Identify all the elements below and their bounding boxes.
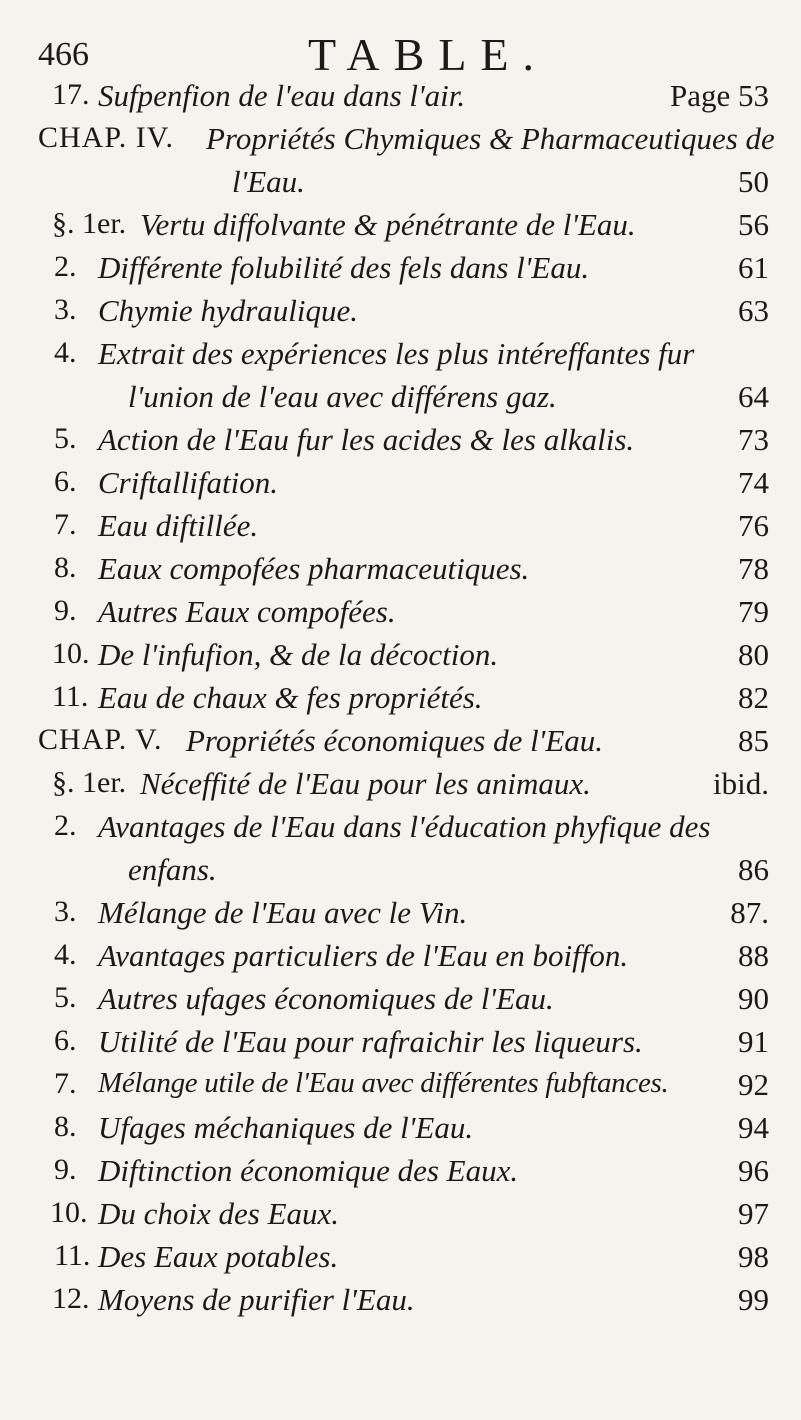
entry-title: Sufpenfion de l'eau dans l'air. [98, 78, 466, 113]
entry-number: 11. [52, 680, 89, 713]
entry-page: 64 [738, 379, 769, 414]
toc-entry [0, 938, 801, 984]
entry-title: Chymie hydraulique. [98, 293, 359, 328]
entry-title: Eau diftillée. [98, 508, 259, 543]
entry-title: Utilité de l'Eau pour rafraichir les liqueurs. [98, 1024, 643, 1059]
entry-number: 12. [52, 1282, 90, 1315]
entry-page: 74 [738, 465, 769, 500]
entry-number: 7. [54, 508, 77, 541]
toc-entry-continuation [0, 852, 801, 898]
entry-number: 5. [54, 422, 77, 455]
entry-page: 96 [738, 1153, 769, 1188]
page-header [38, 22, 778, 82]
toc-entry [0, 1110, 801, 1156]
entry-title: Propriétés Chymiques & Pharmaceutiques de [206, 121, 775, 156]
toc-entry [0, 336, 801, 382]
entry-page: 78 [738, 551, 769, 586]
entry-title: Extrait des expériences les plus intéreffantes fur [98, 336, 695, 371]
toc-entry [0, 594, 801, 640]
chapter-label: CHAP. IV. [38, 121, 174, 154]
entry-page: 79 [738, 594, 769, 629]
toc-entry [0, 1282, 801, 1328]
entry-title: Avantages particuliers de l'Eau en boiffon. [98, 938, 629, 973]
entry-page: 92 [738, 1067, 769, 1102]
entry-page: Page 53 [669, 78, 769, 113]
chapter-heading [0, 121, 801, 167]
entry-page: 76 [738, 508, 769, 543]
entry-number: 9. [54, 594, 77, 627]
entry-title: Autres Eaux compofées. [98, 594, 396, 629]
entry-page: 85 [738, 723, 769, 758]
toc-entry [0, 1153, 801, 1199]
entry-number: 8. [54, 1110, 77, 1143]
toc-entry [0, 422, 801, 468]
page-number: 466 [38, 36, 89, 73]
toc-entry [0, 207, 801, 253]
entry-title: Criftallifation. [98, 465, 279, 500]
entry-number: 4. [54, 938, 77, 971]
entry-title: Action de l'Eau fur les acides & les alkalis. [98, 422, 635, 457]
entry-number: §. 1er. [52, 207, 127, 240]
entry-number: 4. [54, 336, 77, 369]
entry-page: 86 [738, 852, 769, 887]
entry-title: Diftinction économique des Eaux. [98, 1153, 519, 1188]
toc-entry [0, 551, 801, 597]
entry-title: Autres ufages économiques de l'Eau. [98, 981, 554, 1016]
entry-page: 63 [738, 293, 769, 328]
entry-page: 88 [738, 938, 769, 973]
entry-page: 91 [738, 1024, 769, 1059]
entry-page: 56 [738, 207, 769, 242]
toc-entry [0, 809, 801, 855]
entry-number: 17. [52, 78, 90, 111]
entry-page: 80 [738, 637, 769, 672]
toc-entry [0, 1239, 801, 1285]
entry-title: Ufages méchaniques de l'Eau. [98, 1110, 474, 1145]
entry-page: 90 [738, 981, 769, 1016]
toc-entry [0, 78, 801, 124]
entry-title: Mélange utile de l'Eau avec différentes fubftances. [98, 1067, 669, 1099]
toc-entry [0, 508, 801, 554]
entry-title-continuation: enfans. [128, 852, 217, 887]
entry-title: Différente folubilité des fels dans l'Eau. [98, 250, 590, 285]
toc-entry [0, 766, 801, 812]
entry-number: 2. [54, 809, 77, 842]
toc-entry [0, 895, 801, 941]
chapter-heading-continuation [0, 164, 801, 210]
toc-entry [0, 293, 801, 339]
chapter-label: CHAP. V. [38, 723, 163, 756]
entry-title: Des Eaux potables. [98, 1239, 339, 1274]
entry-number: §. 1er. [52, 766, 127, 799]
entry-number: 6. [54, 465, 77, 498]
chapter-heading [0, 723, 801, 769]
entry-title-continuation: l'Eau. [232, 164, 305, 199]
entry-number: 9. [54, 1153, 77, 1186]
entry-title: Propriétés économiques de l'Eau. [186, 723, 604, 758]
entry-page: 50 [738, 164, 769, 199]
entry-number: 3. [54, 895, 77, 928]
entry-number: 11. [54, 1239, 91, 1272]
toc-entry [0, 1067, 801, 1113]
entry-number: 2. [54, 250, 77, 283]
toc-entry [0, 637, 801, 683]
entry-page: ibid. [713, 766, 769, 801]
toc-entry [0, 250, 801, 296]
toc-entry [0, 680, 801, 726]
entry-number: 7. [54, 1067, 77, 1100]
entry-title-continuation: l'union de l'eau avec différens gaz. [128, 379, 557, 414]
entry-number: 8. [54, 551, 77, 584]
entry-number: 10. [52, 637, 90, 670]
toc-entry [0, 981, 801, 1027]
entry-number: 10. [50, 1196, 88, 1229]
entry-title: Vertu diffolvante & pénétrante de l'Eau. [140, 207, 636, 242]
entry-title: Avantages de l'Eau dans l'éducation phyfique des [98, 809, 711, 844]
entry-page: 61 [738, 250, 769, 285]
entry-title: Eau de chaux & fes propriétés. [98, 680, 483, 715]
entry-title: De l'infufion, & de la décoction. [98, 637, 499, 672]
toc-entry [0, 1196, 801, 1242]
entry-number: 5. [54, 981, 77, 1014]
entry-title: Eaux compofées pharmaceutiques. [98, 551, 530, 586]
entry-page: 99 [738, 1282, 769, 1317]
toc-entry-continuation [0, 379, 801, 425]
toc-entry [0, 465, 801, 511]
entry-title: Néceffité de l'Eau pour les animaux. [140, 766, 591, 801]
entry-title: Mélange de l'Eau avec le Vin. [98, 895, 468, 930]
toc-entry [0, 1024, 801, 1070]
running-title: TABLE. [308, 29, 549, 80]
entry-number: 6. [54, 1024, 77, 1057]
entry-title: Moyens de purifier l'Eau. [98, 1282, 415, 1317]
entry-page: 97 [738, 1196, 769, 1231]
entry-page: 98 [738, 1239, 769, 1274]
entry-title: Du choix des Eaux. [98, 1196, 340, 1231]
entry-page: 94 [738, 1110, 769, 1145]
entry-page: 82 [738, 680, 769, 715]
entry-page: 73 [738, 422, 769, 457]
entry-page: 87. [730, 895, 769, 930]
entry-number: 3. [54, 293, 77, 326]
